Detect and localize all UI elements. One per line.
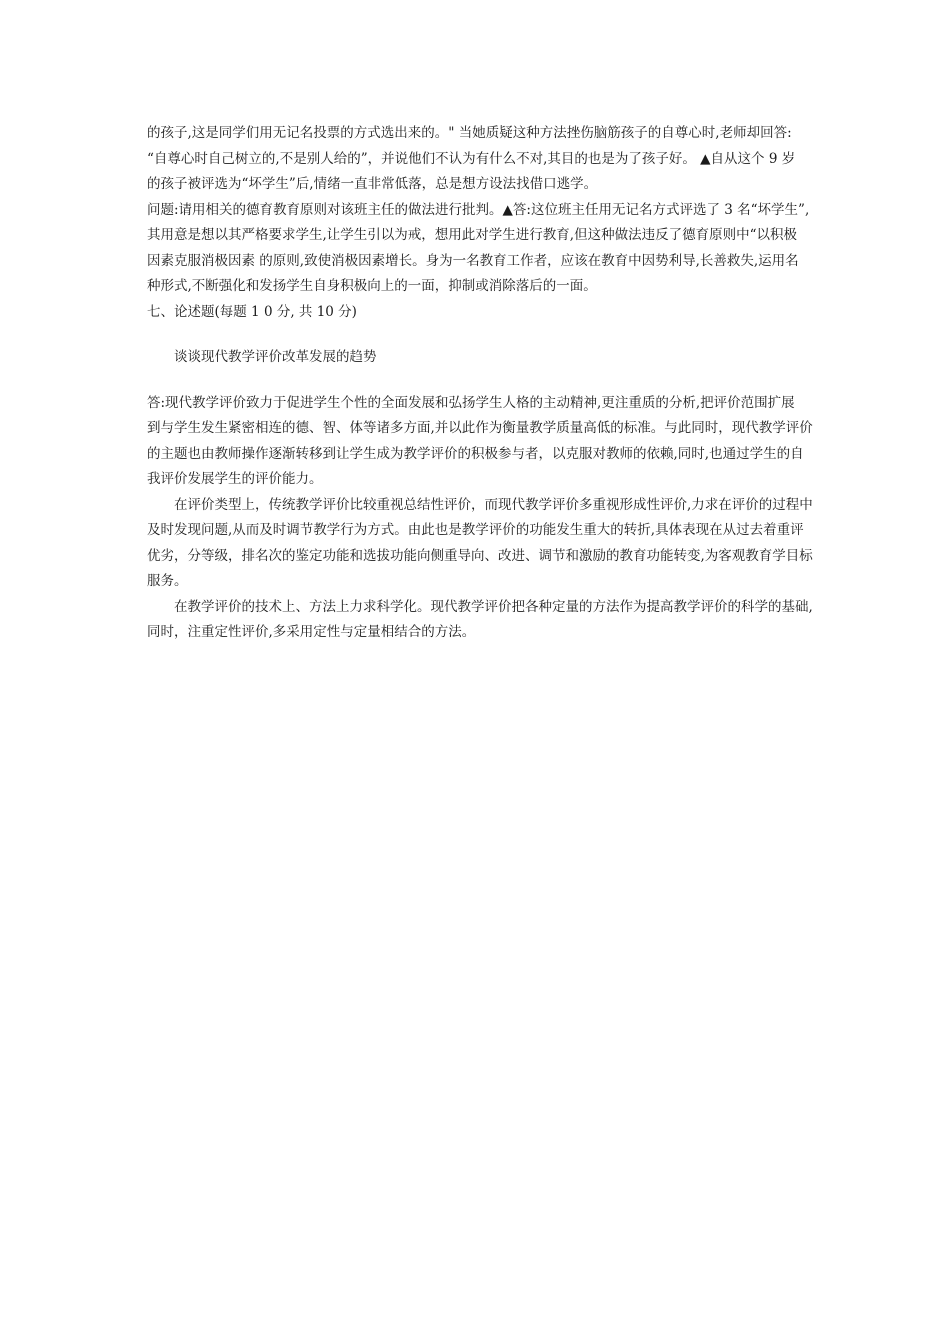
text-line: 及时发现问题,从而及时调节教学行为方式。由此也是教学评价的功能发生重大的转折,具体表现在从过去着重评 xyxy=(147,522,804,538)
question-answer-paragraph xyxy=(147,198,855,300)
question-text: 谈谈现代教学评价改革发展的趋势 xyxy=(174,349,377,365)
case-text-paragraph xyxy=(147,121,855,198)
text-line: 种形式,不断强化和发扬学生自身积极向上的一面，抑制或消除落后的一面。 xyxy=(147,278,597,294)
text-line: 问题:请用相关的德育教育原则对该班主任的做法进行批判。▲答:这位班主任用无记名方式评选了 3 名“坏学生”, xyxy=(147,201,810,218)
document-body xyxy=(147,121,855,646)
text-line: 同时，注重定性评价,多采用定性与定量相结合的方法。 xyxy=(147,624,476,640)
text-line: “自尊心时自己树立的,不是别人给的”，并说他们不认为有什么不对,其目的也是为了孩子好。 ▲自从这个 9 岁 xyxy=(147,150,796,167)
text-line: 我评价发展学生的评价能力。 xyxy=(147,471,323,487)
text-line: 到与学生发生紧密相连的德、智、体等诸多方面,并以此作为衡量教学质量高低的标准。与此同时，现代教学评价 xyxy=(147,420,813,436)
text-line: 的主题也由教师操作逐渐转移到让学生成为教学评价的积极参与者，以克服对教师的依赖,同时,也通过学生的自 xyxy=(147,445,804,462)
text-line: 优劣，分等级，排名次的鉴定功能和选拔功能向侧重导向、改进、调节和激励的教育功能转变,为客观教育学目标 xyxy=(147,547,813,564)
text-line: 在评价类型上，传统教学评价比较重视总结性评价，而现代教学评价多重视形成性评价,力求在评价的过程中 xyxy=(174,496,813,513)
text-line: 服务。 xyxy=(147,573,188,589)
text-line: 其用意是想以其严格要求学生,让学生引以为戒，想用此对学生进行教育,但这种做法违反了德育原则中“以积极 xyxy=(147,227,797,243)
section-title: 七、论述题(每题 1 0 分, 共 10 分) xyxy=(147,303,357,320)
essay-paragraph-3 xyxy=(147,595,855,646)
essay-question xyxy=(147,345,855,371)
section-heading xyxy=(147,300,855,326)
text-line: 在教学评价的技术上、方法上力求科学化。现代教学评价把各种定量的方法作为提高教学评价的科学的基础, xyxy=(174,598,813,615)
text-line: 因素克服消极因素 的原则,致使消极因素增长。身为一名教育工作者，应该在教育中因势利导,长善救失,运用名 xyxy=(147,252,799,269)
essay-paragraph-1 xyxy=(147,391,855,493)
text-line: 的孩子被评选为“坏学生”后,情绪一直非常低落，总是想方设法找借口逃学。 xyxy=(147,176,598,192)
text-line: 答:现代教学评价致力于促进学生个性的全面发展和弘扬学生人格的主动精神,更注重质的分析,把评价范围扩展 xyxy=(147,394,795,411)
essay-paragraph-2 xyxy=(147,493,855,595)
text-line: 的孩子,这是同学们用无记名投票的方式选出来的。" 当她质疑这种方法挫伤脑筋孩子的自尊心时,老师却回答: xyxy=(147,125,792,141)
